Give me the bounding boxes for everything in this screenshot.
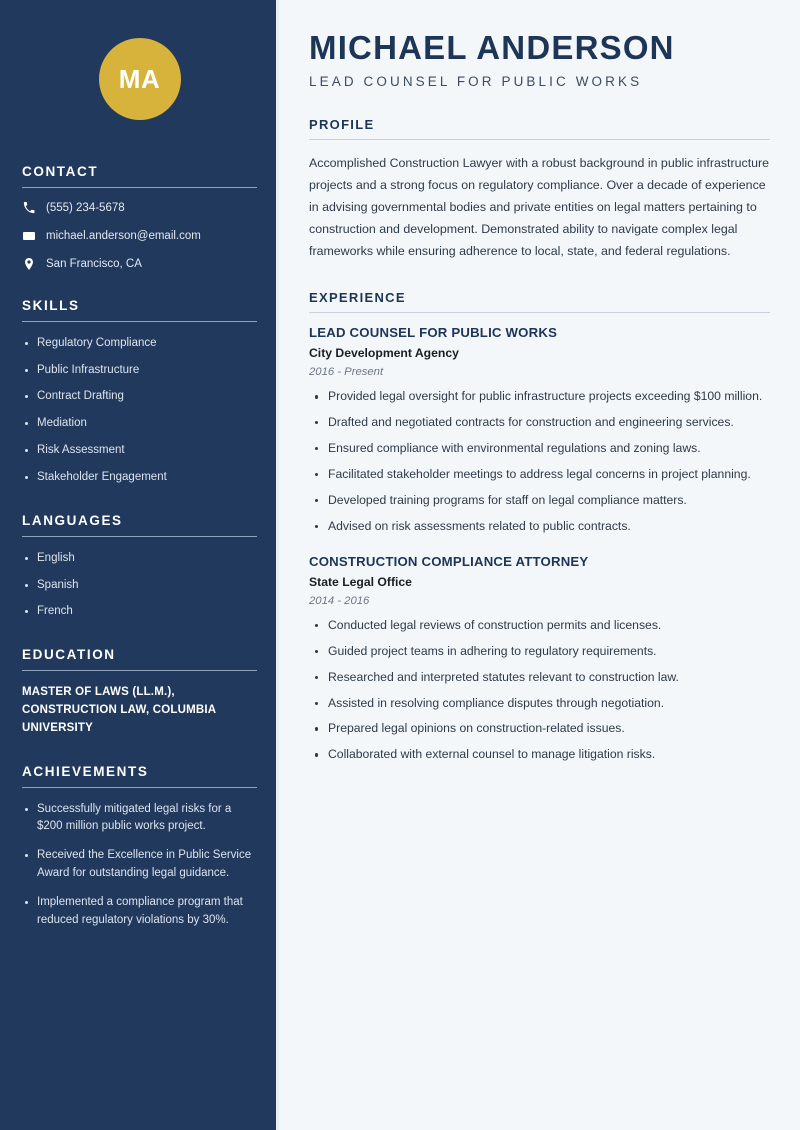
job-company: State Legal Office [309,574,412,589]
contact-item-email[interactable] [22,229,257,244]
languages-heading: LANGUAGES [22,512,123,528]
contact-divider [22,187,257,188]
list-item: Advised on risk assessments related to public contracts. [309,517,770,536]
job-bullet-list [309,616,770,764]
list-item: Provided legal oversight for public infrastructure projects exceeding $100 million. [309,387,770,406]
contact-heading: CONTACT [22,164,99,179]
list-item: Facilitated stakeholder meetings to address legal concerns in project planning. [309,465,770,484]
list-item: Guided project teams in adhering to regulatory requirements. [309,642,770,661]
contact-section [22,164,257,272]
sidebar [0,0,279,1130]
achievements-list [22,801,257,930]
list-item: Prepared legal opinions on construction-related issues. [309,719,770,738]
list-item: Implemented a compliance program that reduced regulatory violations by 30%. [22,894,257,930]
experience-section [309,290,770,764]
list-item: Risk Assessment [22,442,257,460]
list-item: English [22,550,257,568]
page-title: MICHAEL ANDERSON [309,29,675,66]
list-item: Stakeholder Engagement [22,469,257,487]
job-dates: 2016 - Present [309,366,384,379]
experience-heading: EXPERIENCE [309,290,406,306]
list-item: Assisted in resolving compliance disputes through negotiation. [309,694,770,713]
main-content [279,0,800,1130]
skills-heading: SKILLS [22,297,80,313]
skills-list [22,335,257,487]
contact-item-phone[interactable] [22,201,257,216]
contact-item-location[interactable] [22,257,257,272]
avatar-container [22,0,257,164]
list-item: Successfully mitigated legal risks for a $200 million public works project. [22,801,257,837]
achievements-section [22,764,257,930]
profile-section [309,117,770,262]
education-entry: MASTER OF LAWS (LL.M.), CONSTRUCTION LAW, COLUMBIA UNIVERSITY [22,686,216,734]
job-company: City Development Agency [309,346,459,361]
contact-email-value: michael.anderson@email.com [46,229,201,242]
location-pin-icon [22,257,36,271]
contact-phone-value: (555) 234-5678 [46,202,125,214]
skills-divider [22,321,257,322]
job-title: CONSTRUCTION COMPLIANCE ATTORNEY [309,553,589,569]
profile-divider [309,139,770,140]
list-item: Regulatory Compliance [22,335,257,353]
list-item: Received the Excellence in Public Service Award for outstanding legal guidance. [22,847,257,883]
education-heading: EDUCATION [22,647,116,663]
envelope-icon [22,229,36,243]
phone-icon [22,201,36,215]
list-item: Developed training programs for staff on legal compliance matters. [309,491,770,510]
list-item: Ensured compliance with environmental regulations and zoning laws. [309,439,770,458]
achievements-divider [22,787,257,788]
profile-heading: PROFILE [309,116,375,132]
education-section [22,647,257,737]
languages-list [22,550,257,621]
contact-location-value: San Francisco, CA [46,257,142,270]
list-item: Public Infrastructure [22,362,257,380]
list-item: Collaborated with external counsel to manage litigation risks. [309,745,770,764]
list-item: Drafted and negotiated contracts for construction and engineering services. [309,413,770,432]
languages-divider [22,536,257,537]
skills-section [22,298,257,487]
list-item: Conducted legal reviews of construction permits and licenses. [309,616,770,635]
list-item: Contract Drafting [22,388,257,406]
job-bullet-list [309,387,770,535]
languages-section [22,513,257,621]
list-item: Researched and interpreted statutes relevant to construction law. [309,668,770,687]
avatar-initials: MA [99,38,181,120]
achievements-heading: ACHIEVEMENTS [22,763,149,779]
list-item: Mediation [22,415,257,433]
education-divider [22,670,257,671]
list-item: French [22,603,257,621]
profile-text: Accomplished Construction Lawyer with a robust background in public infrastructure projects and a strong focus on regulatory compliance. Over a decade of experience in advising governmental bodies and private entities on legal matters pertaining to construction and development. Demonstrated ability to navigate complex legal frameworks while ensuring adherence to local, state, and federal regulations. [309,155,770,259]
list-item: Spanish [22,577,257,595]
job-role-subtitle: LEAD COUNSEL FOR PUBLIC WORKS [309,73,643,89]
job-title: LEAD COUNSEL FOR PUBLIC WORKS [309,325,558,341]
experience-entry [309,325,770,535]
experience-divider [309,312,770,313]
experience-entry [309,554,770,764]
job-dates: 2014 - 2016 [309,594,370,607]
